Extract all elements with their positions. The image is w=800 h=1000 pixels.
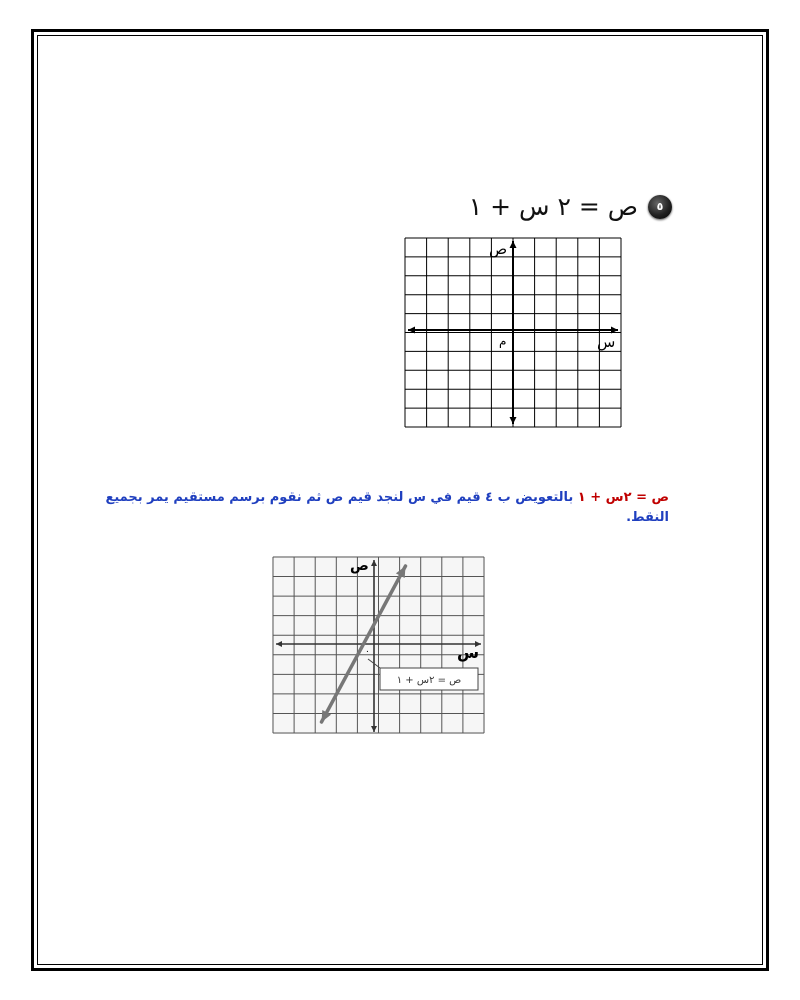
problem-header — [469, 192, 672, 221]
line-label: ص = ٢س + ١ — [396, 675, 462, 686]
x-axis-label: س — [597, 333, 616, 351]
solution-graph — [272, 556, 485, 734]
origin-label: م — [499, 334, 507, 348]
problem-equation: ص = ٢ س + ١ — [468, 192, 638, 221]
explanation-text — [69, 488, 669, 528]
y-axis-label: ص — [350, 558, 369, 574]
y-axis-label: ص — [489, 240, 508, 258]
problem-number-badge: ٥ — [648, 195, 672, 219]
x-axis-label: س — [457, 643, 480, 662]
y-axis-arrow-down — [510, 417, 517, 424]
explanation-equation: ص = ٢س + ١ — [577, 490, 669, 505]
explanation-body: بالتعويض ب ٤ قيم في س لنجد قيم ص ثم نقوم برسم مستقيم يمر بجميع النقط. — [105, 490, 669, 525]
y-axis-arrow-up — [510, 241, 517, 248]
origin-label: ٠ — [365, 647, 370, 657]
empty-coordinate-grid — [404, 237, 622, 428]
